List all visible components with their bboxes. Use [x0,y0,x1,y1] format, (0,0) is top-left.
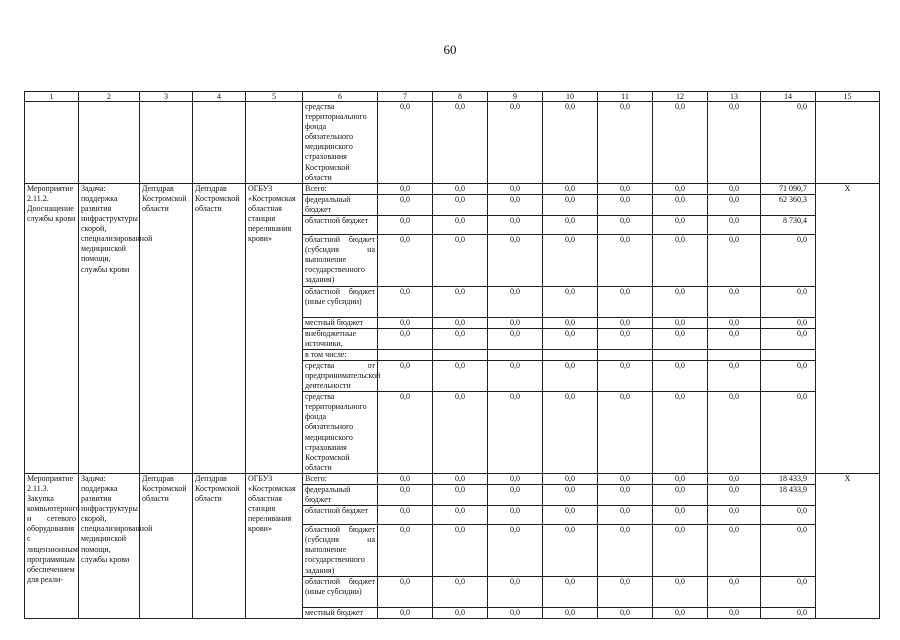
funding-source: федеральный бюджет [303,485,378,506]
funding-source: средства территориального фонда обязательного медицинского страхования Костромской области [303,102,378,184]
amount-cell: 0,0 [378,576,433,607]
amount-cell: 0,0 [653,506,708,525]
event-recipient: ОГБУЗ «Костромская областная станция переливания крови» [246,183,303,473]
amount-cell: 0,0 [761,235,816,286]
amount-cell: 0,0 [543,576,598,607]
amount-cell: 0,0 [543,485,598,506]
event-task: Задача: поддержка развития инфраструктуры скорой, специализированной медицинской помощи, службы крови [79,183,140,473]
amount-cell: 0,0 [653,360,708,391]
column-header: 1 [25,92,79,102]
amount-cell: 0,0 [378,328,433,349]
amount-cell: 0,0 [543,286,598,317]
amount-cell: 0,0 [653,183,708,194]
amount-cell: 0,0 [598,317,653,328]
amount-cell: 71 090,7 [761,183,816,194]
event-participant: Депздрав Костромской области [193,473,246,618]
column-header: 9 [488,92,543,102]
amount-cell: 0,0 [433,392,488,474]
amount-cell: 0,0 [708,506,761,525]
amount-cell [378,349,433,360]
amount-cell: 0,0 [543,360,598,391]
column-header: 10 [543,92,598,102]
amount-cell: 0,0 [598,216,653,235]
amount-cell: 0,0 [598,473,653,484]
amount-cell: 0,0 [378,392,433,474]
amount-cell: 0,0 [708,235,761,286]
amount-cell: 0,0 [488,525,543,576]
empty-cell [193,102,246,184]
amount-cell [708,349,761,360]
amount-cell: 0,0 [598,607,653,618]
amount-cell: 0,0 [761,506,816,525]
amount-cell: 0,0 [488,286,543,317]
amount-cell: 0,0 [488,506,543,525]
event-participant: Депздрав Костромской области [193,183,246,473]
amount-cell: 0,0 [378,485,433,506]
amount-cell: 0,0 [378,102,433,184]
amount-cell: 0,0 [378,216,433,235]
amount-cell: 0,0 [598,328,653,349]
amount-cell: 0,0 [433,102,488,184]
amount-cell [761,349,816,360]
column-header: 3 [140,92,193,102]
column-header: 8 [433,92,488,102]
amount-cell [488,349,543,360]
amount-cell: 0,0 [378,525,433,576]
event-name: Мероприятие 2.11.3. Закупка компьютерного и сетевого оборудования с лицензионным программным обеспечением для реали- [25,473,79,618]
amount-cell: 0,0 [488,576,543,607]
amount-cell: 0,0 [433,317,488,328]
empty-cell [816,102,880,184]
amount-cell: 0,0 [543,102,598,184]
amount-cell: 0,0 [708,286,761,317]
amount-cell: 0,0 [708,607,761,618]
amount-cell: 0,0 [378,607,433,618]
funding-source: федеральный бюджет [303,194,378,215]
amount-cell: 0,0 [761,102,816,184]
amount-cell: 0,0 [653,235,708,286]
amount-cell: 0,0 [433,194,488,215]
amount-cell: 0,0 [598,525,653,576]
funding-source: областной бюджет [303,216,378,235]
amount-cell: 0,0 [433,485,488,506]
amount-cell: 0,0 [761,607,816,618]
amount-cell: 0,0 [543,328,598,349]
amount-cell: 8 730,4 [761,216,816,235]
amount-cell: 0,0 [653,194,708,215]
amount-cell: 18 433,9 [761,485,816,506]
amount-cell: 0,0 [598,194,653,215]
amount-cell: 0,0 [488,317,543,328]
amount-cell: 0,0 [433,235,488,286]
column-header: 4 [193,92,246,102]
amount-cell: 0,0 [708,392,761,474]
amount-cell: 0,0 [433,216,488,235]
amount-cell: 0,0 [598,360,653,391]
amount-cell: 0,0 [488,360,543,391]
column-header: 6 [303,92,378,102]
amount-cell [598,349,653,360]
header-row [25,92,880,102]
table-row [25,102,880,184]
amount-cell: 0,0 [708,576,761,607]
column-header: 14 [761,92,816,102]
empty-cell [79,102,140,184]
amount-cell: 0,0 [708,194,761,215]
amount-cell: 0,0 [433,328,488,349]
amount-cell [543,349,598,360]
amount-cell: 0,0 [378,317,433,328]
amount-cell: 0,0 [653,473,708,484]
funding-source: Всего: [303,183,378,194]
amount-cell: 0,0 [433,473,488,484]
amount-cell: 0,0 [488,328,543,349]
empty-cell [140,102,193,184]
amount-cell: 0,0 [543,473,598,484]
amount-cell: 0,0 [708,183,761,194]
amount-cell: 0,0 [598,183,653,194]
amount-cell: 0,0 [598,576,653,607]
amount-cell: 0,0 [598,506,653,525]
amount-cell: 0,0 [653,525,708,576]
amount-cell: 0,0 [433,506,488,525]
amount-cell: 0,0 [761,360,816,391]
amount-cell: 0,0 [708,525,761,576]
amount-cell: 0,0 [598,485,653,506]
amount-cell: 0,0 [378,286,433,317]
empty-cell [246,102,303,184]
amount-cell: 0,0 [378,360,433,391]
amount-cell: 0,0 [488,194,543,215]
amount-cell: 0,0 [543,607,598,618]
amount-cell: 0,0 [653,607,708,618]
event-executor: Депздрав Костромской области [140,183,193,473]
amount-cell: 0,0 [488,392,543,474]
amount-cell: 0,0 [433,576,488,607]
amount-cell: 0,0 [708,317,761,328]
event-mark: Х [816,183,880,473]
amount-cell [433,349,488,360]
amount-cell: 18 433,9 [761,473,816,484]
amount-cell: 0,0 [543,183,598,194]
amount-cell: 0,0 [708,216,761,235]
page-number: 60 [443,42,457,57]
amount-cell: 0,0 [488,216,543,235]
funding-source: местный бюджет [303,607,378,618]
amount-cell: 0,0 [433,607,488,618]
funding-source: местный бюджет [303,317,378,328]
funding-source: средства от предпринимательской деятельности [303,360,378,391]
column-header: 11 [598,92,653,102]
event-mark: Х [816,473,880,618]
table-row [25,183,880,194]
funding-source: областной бюджет (субсидия на выполнение государственного задания) [303,525,378,576]
amount-cell: 0,0 [761,392,816,474]
amount-cell: 0,0 [653,286,708,317]
column-header: 2 [79,92,140,102]
amount-cell: 0,0 [543,235,598,286]
amount-cell: 0,0 [708,360,761,391]
amount-cell: 0,0 [488,473,543,484]
amount-cell: 0,0 [488,235,543,286]
amount-cell: 0,0 [543,216,598,235]
amount-cell: 0,0 [598,286,653,317]
amount-cell: 0,0 [543,392,598,474]
event-name: Мероприятие 2.11.2. Дооснащение службы крови [25,183,79,473]
amount-cell: 0,0 [598,102,653,184]
funding-source: областной бюджет (субсидия на выполнение государственного задания) [303,235,378,286]
amount-cell: 0,0 [378,194,433,215]
column-header: 15 [816,92,880,102]
amount-cell: 0,0 [761,317,816,328]
event-executor: Депздрав Костромской области [140,473,193,618]
amount-cell: 0,0 [433,183,488,194]
funding-source: областной бюджет (иные субсидии) [303,576,378,607]
amount-cell: 0,0 [761,525,816,576]
amount-cell: 0,0 [488,183,543,194]
column-header: 13 [708,92,761,102]
amount-cell: 0,0 [598,392,653,474]
amount-cell: 0,0 [653,216,708,235]
amount-cell: 0,0 [543,525,598,576]
empty-cell [25,102,79,184]
funding-source: в том числе: [303,349,378,360]
amount-cell: 0,0 [378,506,433,525]
funding-source: внебюджетные источники, [303,328,378,349]
table-row [25,473,880,484]
amount-cell: 0,0 [433,525,488,576]
column-header: 5 [246,92,303,102]
amount-cell: 0,0 [543,506,598,525]
amount-cell: 0,0 [543,194,598,215]
amount-cell: 0,0 [708,328,761,349]
funding-source: Всего: [303,473,378,484]
amount-cell: 0,0 [761,576,816,607]
amount-cell: 0,0 [378,183,433,194]
amount-cell: 0,0 [708,102,761,184]
amount-cell: 0,0 [543,317,598,328]
amount-cell: 0,0 [653,102,708,184]
amount-cell: 0,0 [653,485,708,506]
amount-cell: 0,0 [488,607,543,618]
funding-source: областной бюджет [303,506,378,525]
amount-cell [653,349,708,360]
amount-cell: 0,0 [433,286,488,317]
amount-cell: 0,0 [488,102,543,184]
amount-cell: 0,0 [433,360,488,391]
amount-cell: 0,0 [488,485,543,506]
column-header: 7 [378,92,433,102]
amount-cell: 0,0 [653,392,708,474]
amount-cell: 0,0 [653,576,708,607]
amount-cell: 62 360,3 [761,194,816,215]
amount-cell: 0,0 [378,473,433,484]
amount-cell: 0,0 [653,317,708,328]
funding-source: средства территориального фонда обязательного медицинского страхования Костромской области [303,392,378,474]
amount-cell: 0,0 [708,473,761,484]
amount-cell: 0,0 [708,485,761,506]
funding-source: областной бюджет (иные субсидии) [303,286,378,317]
event-recipient: ОГБУЗ «Костромская областная станция переливания крови» [246,473,303,618]
amount-cell: 0,0 [761,286,816,317]
amount-cell: 0,0 [378,235,433,286]
amount-cell: 0,0 [761,328,816,349]
amount-cell: 0,0 [653,328,708,349]
amount-cell: 0,0 [598,235,653,286]
event-task: Задача: поддержка развития инфраструктуры скорой, специализированной медицинской помощи, службы крови [79,473,140,618]
budget-table [24,91,880,619]
column-header: 12 [653,92,708,102]
